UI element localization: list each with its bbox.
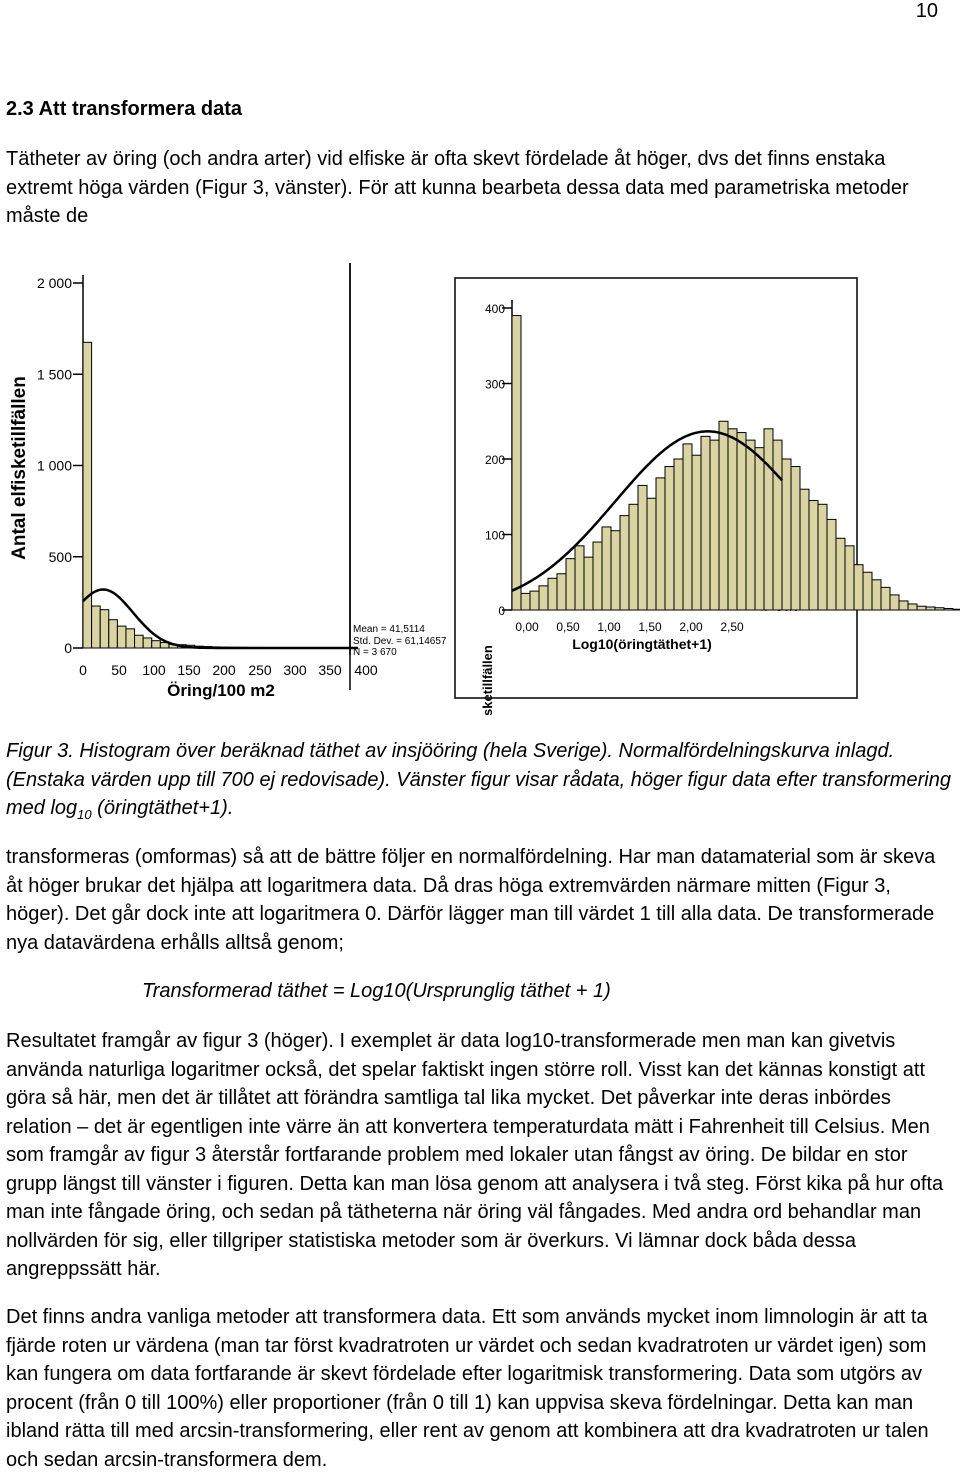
left-histogram-bar [152,641,161,648]
left-histogram-bar [109,620,118,648]
right-histogram-bar [683,444,692,610]
left-y-axis-label: Antal elfisketillfällen [9,376,30,560]
caption-text-end: (öringtäthet+1). [92,797,234,819]
left-x-tick-label: 350 [318,662,342,678]
right-x-tick-label: 1,00 [597,620,621,634]
left-stat-sd: Std. Dev. = 61,14657 [353,636,447,647]
right-histogram-bar [926,607,935,610]
left-x-tick-label: 400 [354,662,378,678]
right-histogram-bar [701,436,710,610]
section-heading: 2.3 Att transformera data [6,98,242,121]
left-x-tick-label: 200 [212,662,236,678]
right-histogram-bar [899,601,908,610]
right-histogram-bar [737,433,746,610]
right-histogram-bar [818,504,827,610]
right-histogram-bar [611,531,620,610]
right-histogram-bar [539,586,548,610]
right-x-tick-label: 2,50 [720,620,744,634]
right-histogram-bar [935,608,944,610]
right-histogram-bar [836,538,845,610]
right-histogram-bar [602,527,611,610]
right-y-axis-label: Antal elfisketillfällen [480,645,495,715]
right-histogram-bar [674,459,683,610]
right-histogram-bar [530,591,539,610]
right-histogram-bar [557,574,566,610]
right-histogram-bar [881,587,890,610]
right-x-tick-label: 2,00 [679,620,703,634]
right-histogram-bar [584,557,593,610]
left-stat-n: N = 3 670 [353,647,397,658]
right-x-tick-label: 0,00 [515,620,539,634]
right-histogram-bar [809,501,818,610]
right-x-tick-label: 1,50 [638,620,662,634]
paragraph-transform: transformeras (omformas) så att de bättre följer en normalfördelning. Har man datamaterial som är skeva åt höger brukar det hjälpa att logaritmera data. Då dras höga extremvärden närmare mitten (Figur 3, höger). Det går dock inte att logaritmera 0. Därför lägger man till värdet 1 till alla data. De transformerade nya datavärdena erhålls alltså genom; [6,843,956,957]
right-histogram-bar [746,440,755,610]
right-histogram-bar [944,608,953,610]
right-histogram-bar [521,593,530,610]
right-histogram-bar [917,606,926,610]
right-y-tick-label: 200 [485,453,505,467]
right-histogram-bar [755,448,764,610]
right-histogram-bar [890,595,899,610]
right-y-tick-label: 0 [498,604,505,618]
right-histogram-bar [908,604,917,610]
left-histogram-bar [135,635,144,648]
right-histogram-bar [827,519,836,610]
left-histogram [9,275,447,700]
right-histogram-bar [638,485,647,610]
right-histogram-bar [593,542,602,610]
right-y-tick-label: 400 [485,302,505,316]
right-histogram-bar [863,572,872,610]
left-y-tick-label: 0 [64,640,72,656]
right-histogram-bar [800,489,809,610]
left-x-tick-label: 250 [248,662,272,678]
right-histogram-bar [512,316,521,610]
figure-caption [6,737,956,830]
right-histogram-bar [872,580,881,610]
right-histogram-bar [548,578,557,610]
left-x-tick-label: 300 [283,662,307,678]
left-histogram-bar [92,606,101,648]
right-histogram-bar [782,459,791,610]
caption-text: Figur 3. Histogram över beräknad täthet av insjööring (hela Sverige). Normalfördelningskurva inlagd. (Enstaka värden upp till 700 ej redovisade). Vänster figur visar rådata, höger figur data efter transformering med log [6,740,951,819]
left-x-axis-label: Öring/100 m2 [167,681,275,700]
right-histogram-bar [953,609,960,610]
left-y-tick-label: 2 000 [37,275,72,291]
right-histogram-bar [575,546,584,610]
right-histogram-bar [566,559,575,610]
right-histogram-bar [719,421,728,610]
left-histogram-bar [117,626,126,648]
left-x-tick-label: 50 [111,662,127,678]
right-histogram-bar [845,546,854,610]
paragraph-result: Resultatet framgår av figur 3 (höger). I exemplet är data log10-transformerade men man kan givetvis använda naturliga logaritmer också, det spelar faktiskt ingen större roll. Visst kan det kännas konstigt att göra så här, men det är tillåtet att förändra samtliga tal lika mycket. Det påverkar inte deras inbördes relation – det är egentligen inte värre än att konvertera temperaturdata mätt i Fahrenheit till Celsius. Men som framgår av figur 3 återstår fortfarande problem med lokaler utan fångst av öring. De bildar en stor grupp längst till vänster i figuren. Detta kan man lösa genom att analysera i två steg. Först kika på hur ofta man inte fångade öring, och sedan på tätheterna när öring väl fångades. Med andra ord behandlar man nollvärden för sig, eller tillgriper statistiska metoder som är överkurs. Vi lämnar dock båda dessa angreppssätt här. [6,1027,956,1284]
right-histogram-bar [647,498,656,610]
right-histogram-bar [620,516,629,610]
figure-3-svg [0,255,960,715]
page-number: 10 [916,0,938,23]
left-y-tick-label: 1 000 [37,458,72,474]
left-x-tick-label: 0 [79,662,87,678]
caption-subscript: 10 [77,807,91,822]
right-histogram-bar [710,440,719,610]
right-histogram-bar [854,565,863,610]
right-x-axis-label: Log10(öringtäthet+1) [572,636,712,652]
left-histogram-bar [83,342,92,648]
right-histogram-bar [728,429,737,610]
left-stat-mean: Mean = 41,5114 [353,624,425,635]
left-histogram-bar [143,638,152,648]
right-histogram-bar [665,467,674,610]
figure-3 [0,255,960,715]
left-x-tick-label: 100 [142,662,166,678]
right-histogram [480,300,960,715]
left-y-tick-label: 500 [49,549,73,565]
right-histogram-bar [791,467,800,610]
right-x-tick-label: 0,50 [556,620,580,634]
paragraph-other-methods: Det finns andra vanliga metoder att transformera data. Ett som används mycket inom limnologin är att ta fjärde roten ur värdena (man tar först kvadratroten ur värdet och sedan kvadratroten ur värdet igen) som kan fungera om data fortfarande är skevt fördelade efter logaritmisk transformering. Data som utgörs av procent (från 0 till 100%) eller proportioner (från 0 till 1) kan uppvisa skeva fördelningar. Detta kan man ibland rätta till med arcsin-transformering, eller rent av genom att kombinera att dra kvadratroten ur talen och sedan arcsin-transformera dem. [6,1303,956,1474]
intro-paragraph: Tätheter av öring (och andra arter) vid elfiske är ofta skevt fördelade åt höger, dvs det finns enstaka extremt höga värden (Figur 3, vänster). För att kunna bearbeta dessa data med parametriska metoder måste de [6,145,956,231]
right-y-tick-label: 300 [485,378,505,392]
left-histogram-bar [100,610,109,648]
formula: Transformerad täthet = Log10(Ursprunglig täthet + 1) [142,980,611,1003]
right-histogram-bar [692,455,701,610]
left-x-tick-label: 150 [177,662,201,678]
right-y-tick-label: 100 [485,529,505,543]
right-histogram-bar [629,504,638,610]
left-chart-area [1,263,351,703]
right-histogram-bar [773,440,782,610]
left-histogram-bar [126,629,135,648]
right-histogram-bar [656,478,665,610]
left-y-tick-label: 1 500 [37,366,72,382]
right-histogram-bar [764,429,773,610]
